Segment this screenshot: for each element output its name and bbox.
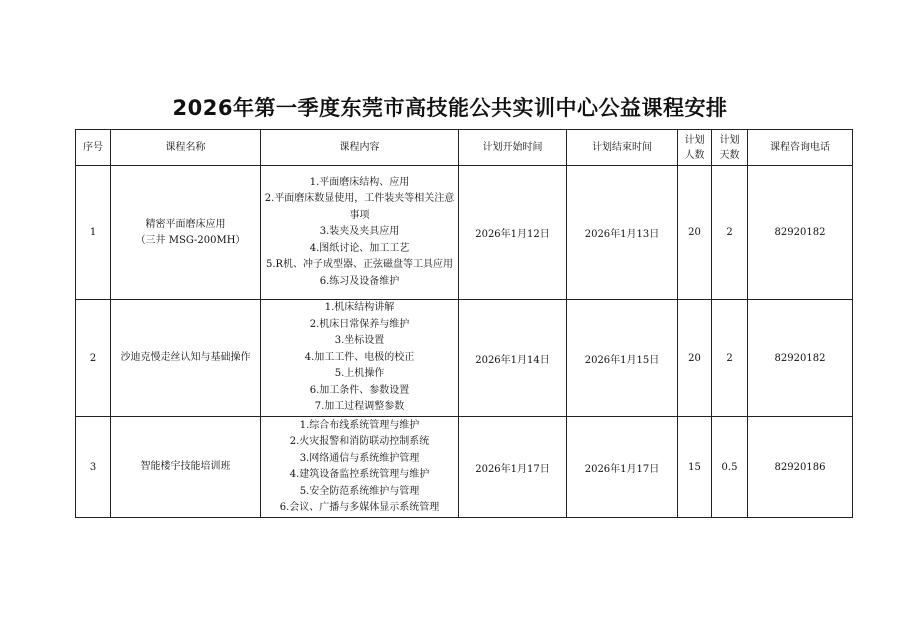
row-course-name	[111, 300, 261, 417]
row-course-content	[261, 417, 459, 518]
row-course-name	[111, 417, 261, 518]
row-planned-days: 2	[712, 166, 748, 300]
row-start-time: 2026年1月17日	[459, 417, 567, 518]
row-planned-days: 2	[712, 300, 748, 417]
row-index: 2	[76, 300, 111, 417]
content-line: 6.加工条件、参数设置	[309, 384, 410, 396]
row-index: 1	[76, 166, 111, 300]
row-planned-people: 15	[678, 417, 712, 518]
header-planned-days-line1: 计划	[719, 134, 740, 146]
content-line: 3.网络通信与系统维护管理	[299, 452, 420, 464]
content-line: 1.综合布线系统管理与维护	[299, 419, 420, 431]
row-phone: 82920182	[748, 166, 853, 300]
content-line: 4.图纸讨论、加工工艺	[309, 242, 410, 254]
table-row	[76, 300, 853, 417]
content-line: 4.加工工件、电极的校正	[304, 351, 415, 363]
row-planned-people: 20	[678, 300, 712, 417]
header-planned-days-line2: 天数	[719, 149, 740, 161]
header-phone: 课程咨询电话	[748, 130, 853, 166]
header-planned-days	[712, 130, 748, 166]
content-line: 2.平面磨床数显使用，工件装夹等相关注意事项	[264, 193, 455, 221]
row-start-time: 2026年1月14日	[459, 300, 567, 417]
content-line: 7.加工过程调整参数	[314, 401, 405, 413]
content-line: 2.机床日常保养与维护	[309, 318, 410, 330]
header-planned-people-line2: 人数	[684, 149, 705, 161]
row-phone: 82920182	[748, 300, 853, 417]
row-end-time: 2026年1月17日	[567, 417, 678, 518]
course-schedule-table	[75, 129, 853, 518]
content-line: 6.会议、广播与多媒体显示系统管理	[279, 502, 440, 513]
table-row	[76, 166, 853, 300]
content-line: 6.练习及设备维护	[319, 275, 400, 287]
course-model-text: （三井 MSG-200MH）	[135, 234, 246, 246]
content-line: 4.建筑设备监控系统管理与维护	[289, 469, 430, 480]
content-line: 1.平面磨床结构、应用	[309, 176, 410, 188]
header-index: 序号	[76, 130, 111, 166]
course-name-text: 精密平面磨床应用	[145, 218, 226, 230]
row-index: 3	[76, 417, 111, 518]
course-name-text: 智能楼宇技能培训班	[140, 461, 231, 472]
row-planned-people: 20	[678, 166, 712, 300]
course-name-text: 沙迪克慢走丝认知与基础操作	[120, 352, 251, 363]
table-row	[76, 417, 853, 518]
content-line: 5.安全防范系统维护与管理	[299, 485, 420, 497]
row-course-content	[261, 300, 459, 417]
page-title: 2026年第一季度东莞市高技能公共实训中心公益课程安排	[172, 96, 728, 120]
row-course-name	[111, 166, 261, 300]
row-planned-days: 0.5	[712, 417, 748, 518]
header-course-name: 课程名称	[111, 130, 261, 166]
header-end-time: 计划结束时间	[567, 130, 678, 166]
header-start-time: 计划开始时间	[459, 130, 567, 166]
row-course-content	[261, 166, 459, 300]
row-phone: 82920186	[748, 417, 853, 518]
table-header-row	[76, 130, 853, 166]
header-course-content: 课程内容	[261, 130, 459, 166]
content-line: 3.坐标设置	[334, 335, 385, 347]
header-planned-people-line1: 计划	[684, 134, 705, 146]
content-line: 1.机床结构讲解	[324, 302, 395, 314]
header-planned-people	[678, 130, 712, 166]
row-end-time: 2026年1月13日	[567, 166, 678, 300]
content-line: 2.火灾报警和消防联动控制系统	[289, 436, 430, 447]
content-line: 5.上机操作	[334, 368, 385, 380]
row-end-time: 2026年1月15日	[567, 300, 678, 417]
row-start-time: 2026年1月12日	[459, 166, 567, 300]
content-line: 3.装夹及夹具应用	[319, 226, 400, 238]
content-line: 5.R机、冲子成型器、正弦磁盘等工具应用	[265, 259, 454, 271]
